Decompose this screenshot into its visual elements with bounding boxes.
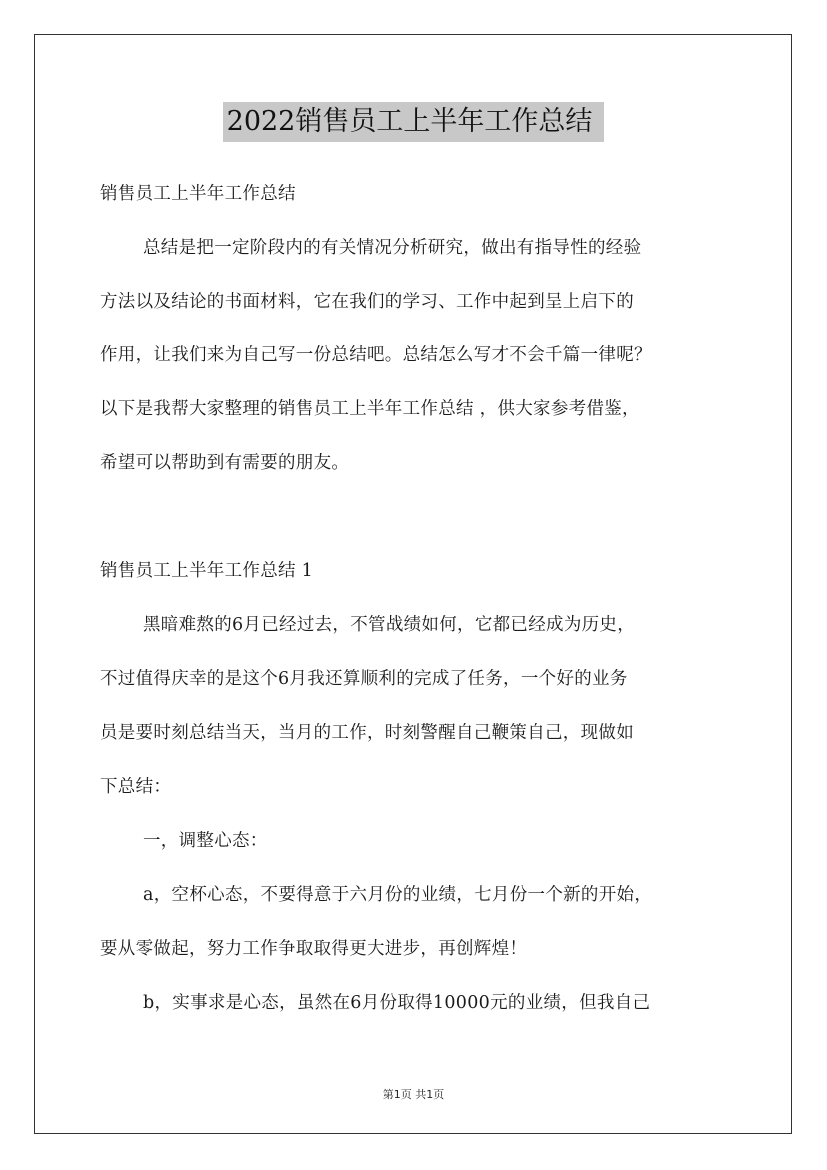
paragraph-line: 黑暗难熬的6月已经过去，不管战绩如何，它都已经成为历史， (143, 615, 636, 635)
paragraph-line: 员是要时刻总结当天，当月的工作，时刻警醒自己鞭策自己，现做如 (100, 723, 634, 743)
paragraph-line: 希望可以帮助到有需要的朋友。 (100, 453, 350, 473)
page-footer: 第1页 共1页 (382, 1088, 445, 1101)
paragraph-line: 以下是我帮大家整理的销售员工上半年工作总结 ，供大家参考借鉴， (100, 399, 640, 419)
section-heading: 销售员工上半年工作总结 1 (100, 561, 314, 581)
paragraph-line: 要从零做起，努力工作争取取得更大进步，再创辉煌！ (100, 939, 528, 959)
paragraph-line: 总结是把一定阶段内的有关情况分析研究，做出有指导性的经验 (143, 238, 642, 258)
title-container (0, 102, 827, 142)
paragraph-line: 作用，让我们来为自己写一份总结吧。总结怎么写才不会千篇一律呢？ (100, 345, 652, 365)
paragraph-line: a，空杯心态，不要得意于六月份的业绩，七月份一个新的开始， (143, 885, 653, 905)
paragraph-line: 方法以及结论的书面材料，它在我们的学习、工作中起到呈上启下的 (100, 292, 634, 312)
paragraph-line: b，实事求是心态，虽然在6月份取得10000元的业绩，但我自己 (143, 993, 651, 1013)
paragraph-line: 下总结： (100, 777, 172, 797)
section-heading: 销售员工上半年工作总结 (100, 184, 296, 204)
paragraph-line: 不过值得庆幸的是这个6月我还算顺利的完成了任务，一个好的业务 (100, 669, 628, 689)
document-title: 2022销售员工上半年工作总结 (223, 102, 605, 142)
subheading: 一，调整心态： (143, 831, 268, 851)
